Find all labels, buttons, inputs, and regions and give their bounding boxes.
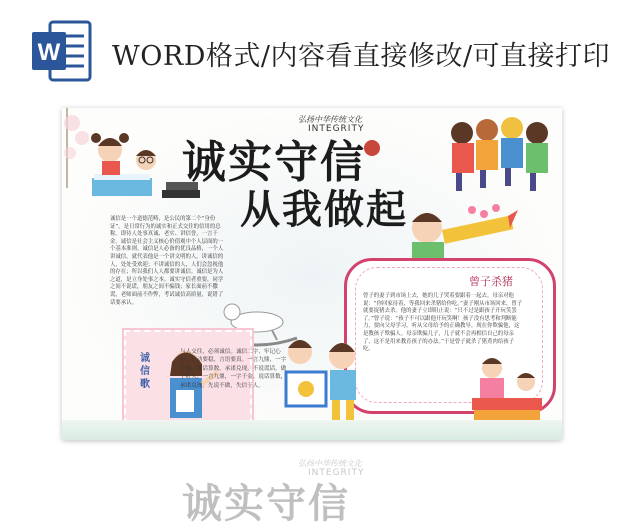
word-document-icon: [30, 18, 96, 84]
kids-reading-illustration: [462, 348, 552, 428]
ground-strip: [62, 420, 562, 440]
reflection-title: 诚实守信: [182, 480, 350, 527]
poster-title-sub: 从我做起: [240, 186, 408, 233]
girl-reading-illustration: [82, 128, 172, 208]
poem-title: 诚信歌: [140, 353, 150, 390]
school-slogan: 弘扬中华传统文化: [298, 115, 362, 124]
reflection-school-slogan: 弘扬中华传统文化: [298, 459, 362, 468]
poem-text: 与人交往，必须诚信。诚信二字，牢记心中。行动要稳，言语要真。一言九鼎，一字千金。说话算数，承诺兑现。不说谎话，做个好人。一言九鼎，一字千金。说话算数，承诺兑现。先说不做，失信于人。: [180, 349, 287, 389]
reflection-english-word: INTEGRITY: [308, 468, 365, 478]
banner-text: WORD格式/内容看直接修改/可直接打印: [112, 41, 611, 72]
integrity-intro-text: 诚信是一个道德范畴，是公民的第二个“身份证”，是日常行为的诚实和正式交往的信用的总称。即待人处事真诚、老实、讲信誉，一言千金。诚信是社会主义核心价值观中个人层面的一个基本准则。诚信是人必备的优良品格，一个人讲诚信，就代表他是一个讲文明的人。讲诚信的人，处处受欢迎；不讲诚信的人，人们会忽视他的存在；所以我们人人都要讲诚信。诚信是为人之道，是立身处事之本。诚实守信者重要，同学之间不说谎，朋友之间不骗钱；家长面前不撒谎，老师面前不作弊，考试诚信高质量，说错了话要承认。: [110, 216, 224, 306]
children-group-illustration: [442, 108, 562, 198]
story-title: 曾子杀猪: [469, 275, 513, 288]
handwritten-newspaper-poster[interactable]: [62, 108, 562, 440]
red-seal-stamp: [364, 140, 380, 156]
english-word: INTEGRITY: [308, 124, 365, 134]
kids-with-drawing-illustration: [280, 332, 370, 432]
svg-text:W: W: [37, 39, 61, 66]
poster-title-main: 诚实守信: [182, 137, 366, 188]
header-bar: [0, 0, 640, 100]
story-text: 曾子的妻子到市场上去，她的儿子哭着要跟着一起去。母亲对他说：“你回家待着，等我回来杀猪给你吃。”妻子刚从市场回来，曾子就要捉猪去杀。他的妻子立即阻止说：“只不过是跟孩子开玩笑罢了。”曾子说：“孩子不可以跟他开玩笑啊！孩子没有思考和判断能力，要向父母学习，听从父母给予的正确教导。现在你欺骗他，这是教孩子欺骗人。母亲欺骗儿子，儿子就不会再相信自己的母亲了，这不是用来教育孩子的办法。”于是曾子就杀了猪煮肉给孩子吃。: [363, 293, 523, 353]
poster-reflection: [62, 452, 562, 527]
